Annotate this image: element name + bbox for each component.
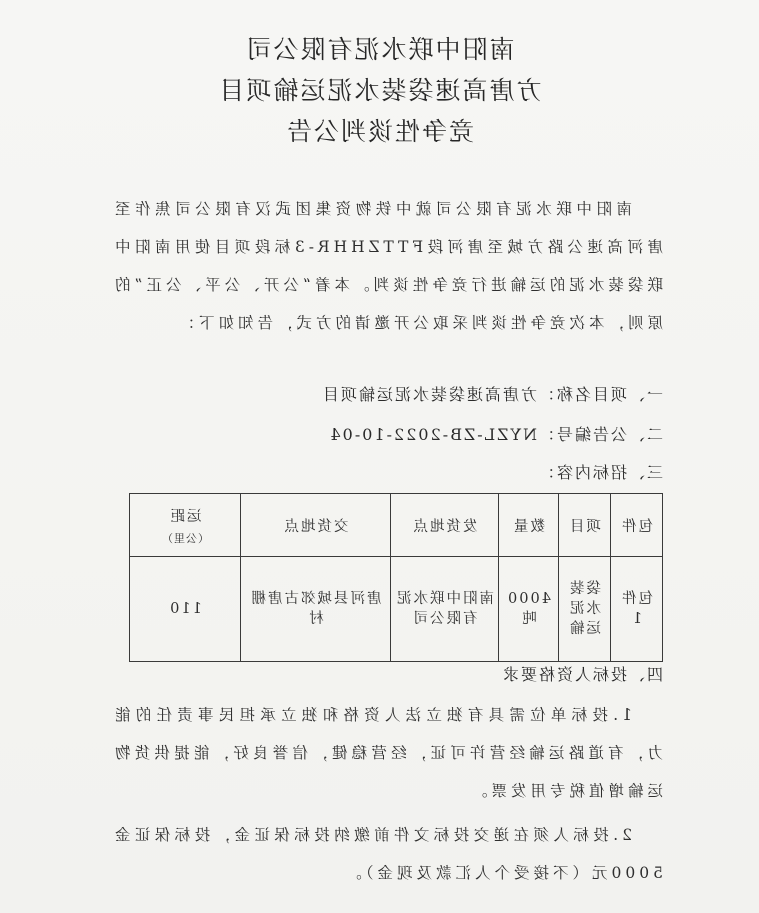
requirement-1: 1.投标单位需具有独立法人资格和独立承担民事责任的能力，有道路运输经营许可证，经营稳健，信誉良好，能提供货物运输增值税专用发票。 bbox=[111, 706, 663, 800]
item-project-name bbox=[321, 382, 663, 405]
item-value: 方唐高速袋装水泥运输项目 bbox=[320, 385, 537, 404]
item-value: NYZL-ZB-2022-10-04 bbox=[328, 425, 537, 444]
header-distance-unit: （公里） bbox=[161, 531, 209, 545]
table-row bbox=[130, 557, 663, 662]
table-header-row bbox=[130, 494, 663, 557]
header-distance bbox=[130, 494, 241, 557]
header-package: 包件 bbox=[611, 494, 663, 557]
header-project: 项目 bbox=[559, 494, 611, 557]
cell-package: 包件1 bbox=[611, 557, 663, 662]
header-destination: 交货地点 bbox=[241, 494, 391, 557]
item-notice-number bbox=[328, 422, 663, 445]
header-origin: 发货地点 bbox=[391, 494, 499, 557]
title-company: 南阳中联水泥有限公司 bbox=[244, 35, 515, 64]
item-bid-content bbox=[537, 460, 663, 483]
header-quantity: 数量 bbox=[499, 494, 559, 557]
requirement-2: 2.投标人须在递交投标文件前缴纳投标保证金，投标保证金5000元（不接受个人汇款及现金）。 bbox=[111, 826, 663, 882]
intro-paragraph: 南阳中联水泥有限公司就中铁物资集团武汉有限公司焦作至唐河高速公路方城至唐河段FTTZHHR-3标段项目使用南阳中联袋装水泥的运输进行竞争性谈判。本着“公开、公平、公正”的原则，本次竞争性谈判采取公开邀请的方式，告知如下： bbox=[111, 200, 663, 332]
cell-origin: 南阳中联水泥有限公司 bbox=[391, 557, 499, 662]
title-notice: 竞争性谈判公告 bbox=[285, 117, 475, 146]
cell-distance: 110 bbox=[130, 557, 241, 662]
item-label: 二、公告编号： bbox=[536, 425, 663, 444]
header-distance-label: 运距 bbox=[168, 508, 202, 525]
bid-table bbox=[129, 493, 663, 662]
item-label: 三、招标内容： bbox=[536, 463, 663, 482]
section4-title: 四、投标人资格要求 bbox=[500, 665, 663, 684]
cell-destination: 唐河县城郊古唐棚村 bbox=[241, 557, 391, 662]
cell-project: 袋装水泥运输 bbox=[559, 557, 611, 662]
item-label: 一、项目名称： bbox=[536, 385, 663, 404]
cell-quantity: 4000吨 bbox=[499, 557, 559, 662]
title-project: 方唐高速袋装水泥运输项目 bbox=[217, 76, 542, 105]
